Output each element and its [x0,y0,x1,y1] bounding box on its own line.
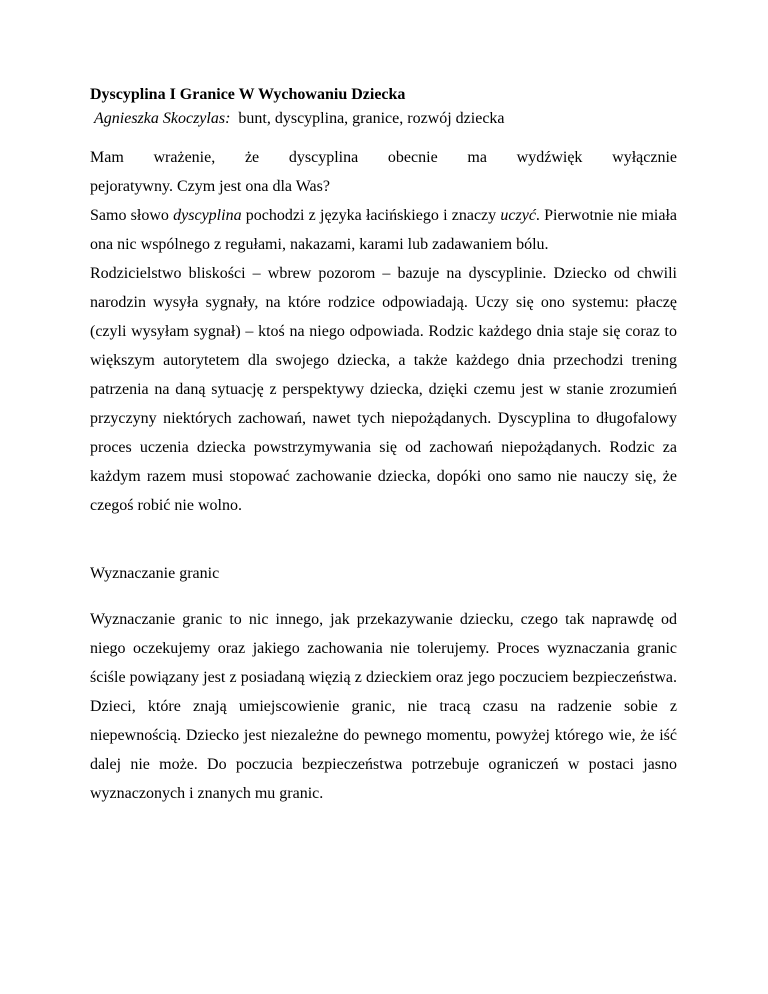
etymology-text-end: . Pierwotnie nie miała ona nic wspólnego z regułami, nakazami, karami lub zadawaniem bólu. [90,207,678,253]
section-heading: Wyznaczanie granic [90,565,220,582]
term-dyscyplina: dyscyplina [173,207,242,224]
etymology-text-middle: pochodzi z języka łacińskiego i znaczy [241,207,501,224]
paragraph-attachment-parenting: Rodzicielstwo bliskości – wbrew pozorom – bazuje na dyscyplinie. Dziecko od chwili narodzin wysyła sygnały, na które rodzice odpowiadają. Uczy się ono systemu: płaczę (czyli wysyłam sygnał) – ktoś na niego odpowiada. Rodzic każdego dnia staje się coraz to większym autorytetem dla swojego dziecka, a także każdego dnia przechodzi trening patrzenia na daną sytuację z perspektywy dziecka, dzięki czemu jest w stanie zrozumień przyczyny niektórych zachowań, nawet tych niepożądanych. Dyscyplina to długofalowy proces uczenia dziecka powstrzymywania się od zachowań niepożądanych. Rodzic za każdym razem musi stopować zachowanie dziecka, dopóki ono samo nie nauczy się, że czegoś robić nie wolno. [90,265,677,514]
section-spacer [90,520,677,562]
paragraph-etymology [90,201,677,259]
tag-list: bunt, dyscyplina, granice, rozwój dziecka [238,110,505,127]
etymology-text-start: Samo słowo [90,207,174,224]
document-page [90,83,677,808]
paragraph-intro-line-1: Mam wrażenie, że dyscyplina obecnie ma wydźwięk wyłącznie [90,149,677,166]
byline [90,107,677,131]
paragraph-boundaries: Wyznaczanie granic to nic innego, jak przekazywanie dziecku, czego tak naprawdę od niego oczekujemy oraz jakiego zachowania nie tolerujemy. Proces wyznaczania granic ściśle powiązany jest z posiadaną więzią z dzieckiem oraz jego poczuciem bezpieczeństwa. Dzieci, które znają umiejscowienie granic, nie tracą czasu na radzenie sobie z niepewnością. Dziecko jest niezależne do pewnego momentu, powyżej którego wie, że iść dalej nie może. Do poczucia bezpieczeństwa potrzebuje ograniczeń w postaci jasno wyznaczonych i znanych mu granic. [90,611,677,802]
paragraph-intro [90,143,677,201]
document-title: Dyscyplina I Granice W Wychowaniu Dziecka [90,86,406,103]
term-uczyc: uczyć [500,207,536,224]
author-name: Agnieszka Skoczylas: [94,110,231,127]
paragraph-intro-line-2: pejoratywny. Czym jest ona dla Was? [90,178,330,195]
